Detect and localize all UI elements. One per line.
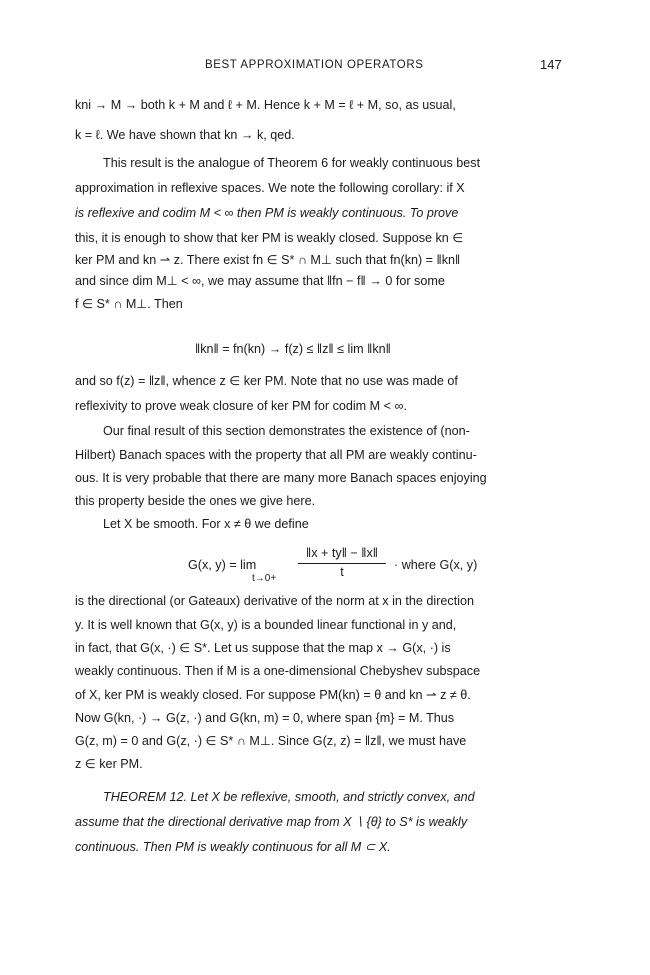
text-line: y. It is well known that G(x, y) is a bounded linear functional in y and, [75,618,457,632]
limit-subscript: t→0+ [252,573,277,584]
text-line: Hilbert) Banach spaces with the property that all PM are weakly continu- [75,448,477,462]
text-line: k = ℓ. We have shown that kn → k, qed. [75,128,295,142]
text-line: reflexivity to prove weak closure of ker PM for codim M < ∞. [75,399,407,413]
text-line: weakly continuous. Then if M is a one-dimensional Chebyshev subspace [75,664,481,678]
text-line: of X, ker PM is weakly closed. For suppose PM(kn) = θ and kn ⇀ z ≠ θ. [75,688,471,702]
running-header [0,57,650,77]
text-line: this, it is enough to show that ker PM is weakly closed. Suppose kn ∈ [75,231,464,245]
text-line: kni → M → both k + M and ℓ + M. Hence k + M = ℓ + M, so, as usual, [75,98,456,112]
text-line: is the directional (or Gateaux) derivative of the norm at x in the direction [75,594,474,608]
page-number: 147 [540,57,562,72]
equation-tail: · where G(x, y) [394,558,478,572]
text-line: ker PM and kn ⇀ z. There exist fn ∈ S* ∩ M⊥ such that fn(kn) = ‖kn‖ [75,253,461,267]
text-line: f ∈ S* ∩ M⊥. Then [75,297,183,311]
text-line: z ∈ ker PM. [75,757,143,771]
text-line: in fact, that G(x, ·) ∈ S*. Let us suppose that the map x → G(x, ·) is [75,641,451,655]
numerator: ‖x + ty‖ − ‖x‖ [306,546,378,560]
text-line: Our final result of this section demonstrates the existence of (non- [103,424,470,438]
text-line: This result is the analogue of Theorem 6 for weakly continuous best [103,156,481,170]
theorem-line: assume that the directional derivative map from X ∖ {θ} to S* is weakly [75,815,468,829]
text-line: approximation in reflexive spaces. We note the following corollary: if X [75,181,465,195]
text-line: ous. It is very probable that there are many more Banach spaces enjoying [75,471,487,485]
fraction-bar [298,563,386,564]
text-line: Now G(kn, ·) → G(z, ·) and G(kn, m) = 0, where span {m} = M. Thus [75,711,455,725]
text-line: is reflexive and codim M < ∞ then PM is weakly continuous. To prove [75,206,459,220]
fraction [298,546,386,582]
text-line: this property beside the ones we give here. [75,494,316,508]
text-line: G(z, m) = 0 and G(z, ·) ∈ S* ∩ M⊥. Since G(z, z) = ‖z‖, we must have [75,734,467,748]
text-line: Let X be smooth. For x ≠ θ we define [103,517,309,531]
denominator: t [340,565,344,579]
running-title: BEST APPROXIMATION OPERATORS [205,59,424,71]
text-line: and so f(z) = ‖z‖, whence z ∈ ker PM. Note that no use was made of [75,374,458,388]
theorem-line: continuous. Then PM is weakly continuous for all M ⊂ X. [75,840,391,854]
display-equation: ‖kn‖ = fn(kn) → f(z) ≤ ‖z‖ ≤ lim ‖kn‖ [195,342,391,356]
equation-lhs: G(x, y) = lim [188,558,257,572]
theorem-line: THEOREM 12. Let X be reflexive, smooth, and strictly convex, and [103,790,475,804]
text-line: and since dim M⊥ < ∞, we may assume that ‖fn − f‖ → 0 for some [75,274,445,288]
gateaux-equation [188,548,518,584]
